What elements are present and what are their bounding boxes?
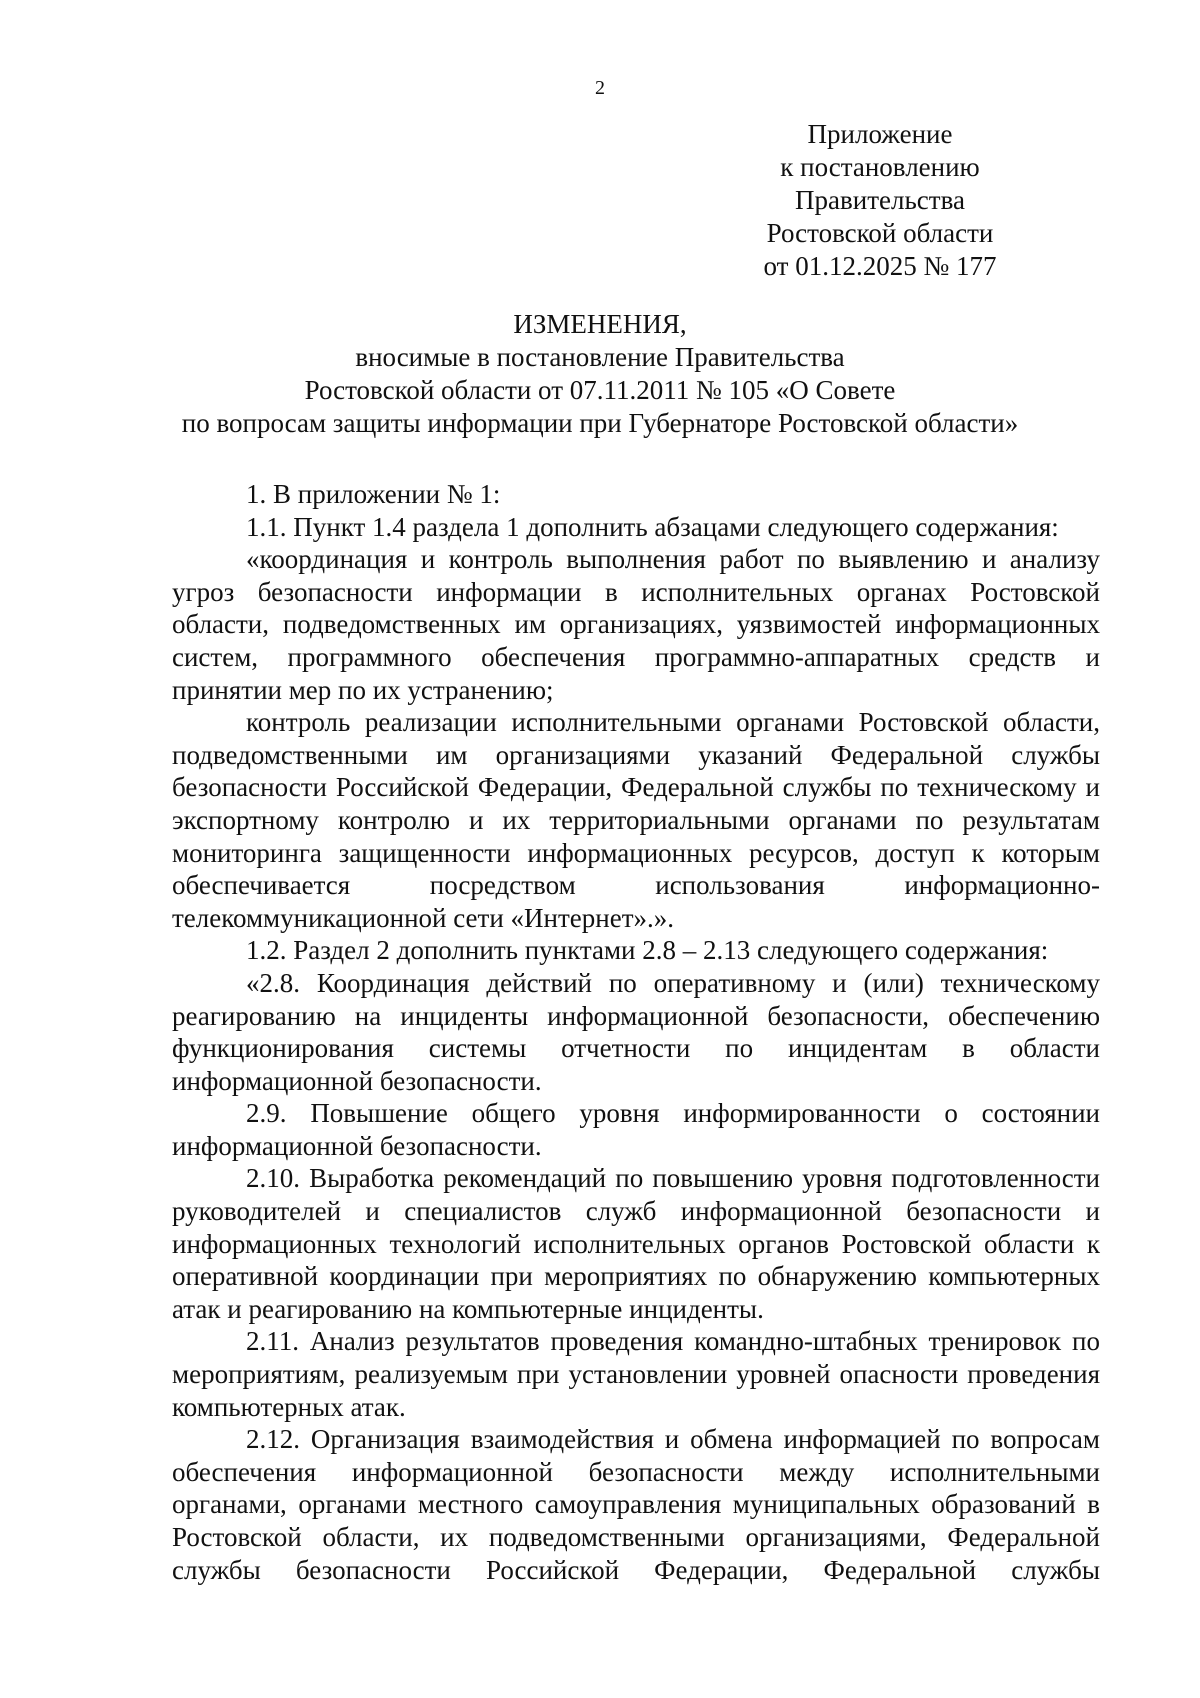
paragraph: 2.12. Организация взаимодействия и обмена информацией по вопросам обеспечения информационной безопасности между исполнительными органами, органами местного самоуправления муниципальных образований в Ростовской области, их подведомственными организациями, Федеральной службы безопасности Российской Федерации, Федеральной службы [172, 1424, 1100, 1585]
paragraph: 2.10. Выработка рекомендаций по повышению уровня подготовленности руководителей и специалистов служб информационной безопасности и информационных технологий исполнительных органов Ростовской области к оперативной координации при мероприятиях по обнаружению компьютерных атак и реагированию на компьютерные инциденты. [172, 1163, 1100, 1324]
paragraph: «координация и контроль выполнения работ по выявлению и анализу угроз безопасности информации в исполнительных органах Ростовской области, подведомственных им организациях, уязвимостей информационных систем, программного обеспечения программно-аппаратных средств и принятии мер по их устранению; [172, 544, 1100, 705]
paragraph: 2.9. Повышение общего уровня информированности о состоянии информационной безопасности. [172, 1098, 1100, 1161]
paragraph: контроль реализации исполнительными органами Ростовской области, подведомственными им организациями указаний Федеральной службы безопасности Российской Федерации, Федеральной службы по техническому и экспортному контролю и их территориальными органами по результатам мониторинга защищенности информационных ресурсов, доступ к которым обеспечивается посредством использования информационно-телекоммуникационной сети «Интернет».». [172, 707, 1100, 933]
page-number: 2 [595, 77, 605, 99]
appendix-line: Приложение [807, 119, 953, 149]
paragraph: 1.1. Пункт 1.4 раздела 1 дополнить абзацами следующего содержания: [246, 511, 1059, 542]
paragraph: 2.11. Анализ результатов проведения командно-штабных тренировок по мероприятиям, реализуемым при установлении уровней опасности проведения компьютерных атак. [172, 1326, 1100, 1422]
heading-line: Ростовской области от 07.11.2011 № 105 «О Совете [304, 375, 896, 405]
appendix-block [763, 118, 1120, 283]
paragraph: 1.2. Раздел 2 дополнить пунктами 2.8 – 2.13 следующего содержания: [246, 935, 1049, 966]
heading-line: вносимые в постановление Правительства [355, 342, 845, 372]
appendix-line: Правительства [795, 185, 965, 215]
document-heading [100, 308, 1100, 440]
document-body [172, 478, 1100, 1586]
heading-title: ИЗМЕНЕНИЯ, [513, 309, 687, 339]
appendix-line: от 01.12.2025 № 177 [763, 251, 997, 281]
heading-line: по вопросам защиты информации при Губернаторе Ростовской области» [181, 408, 1019, 438]
appendix-line: Ростовской области [766, 218, 994, 248]
paragraph: 1. В приложении № 1: [246, 479, 501, 509]
appendix-line: к постановлению [780, 152, 980, 182]
paragraph: «2.8. Координация действий по оперативному и (или) техническому реагированию на инциденты информационной безопасности, обеспечению функционирования системы отчетности по инцидентам в области информационной безопасности. [172, 967, 1100, 1096]
